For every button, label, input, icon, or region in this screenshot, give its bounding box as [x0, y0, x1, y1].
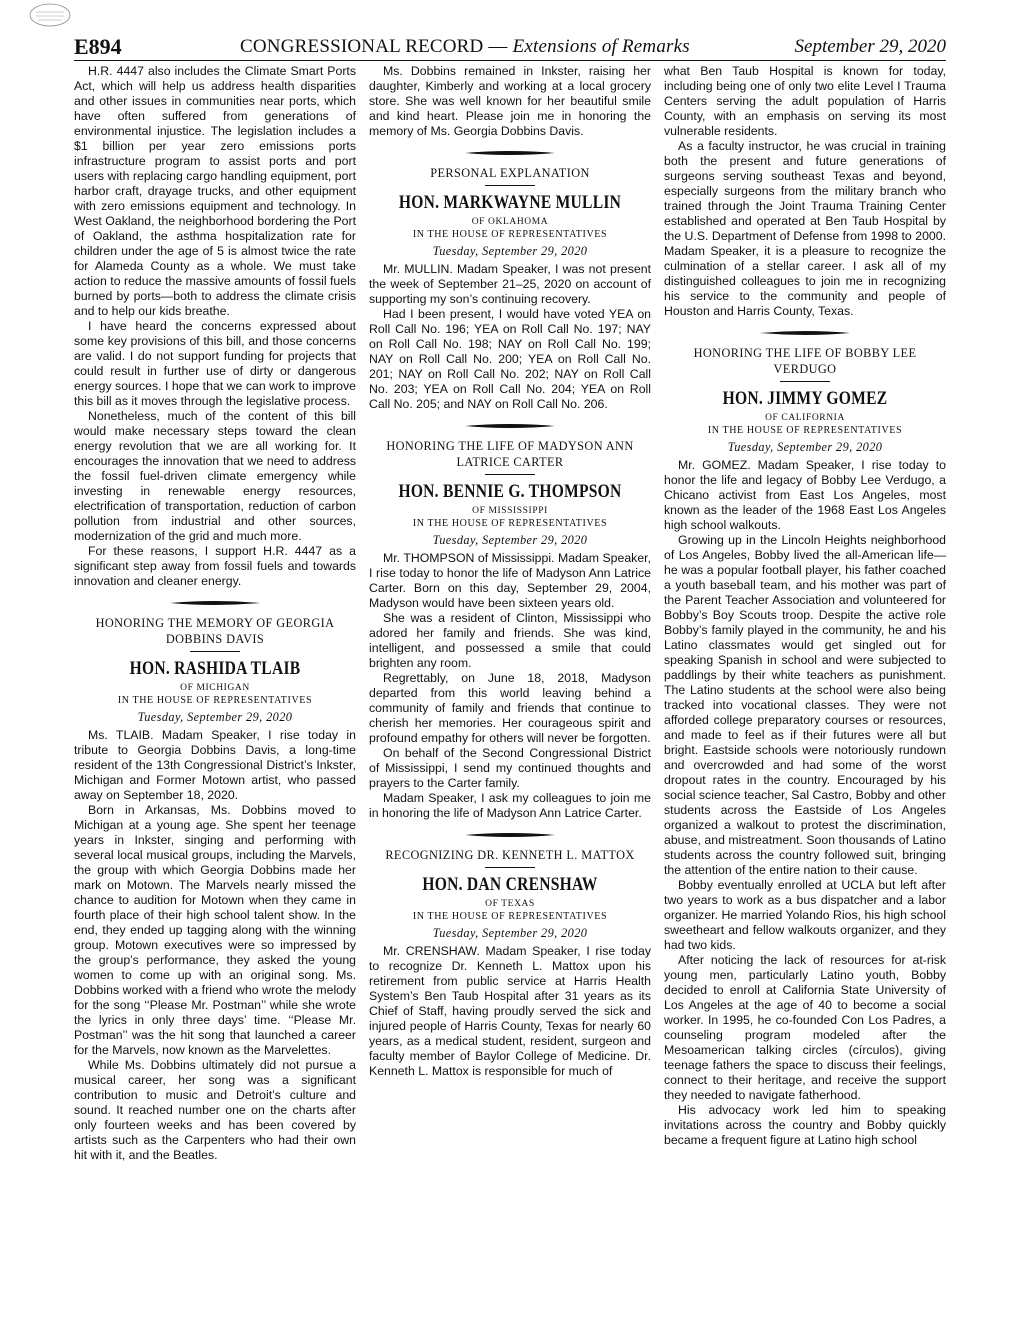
paragraph: what Ben Taub Hospital is known for today, including being one of only two elite Level I Trauma Centers serving the adult population of Harris County, with an emphasis on serving its most vulnerable residents.: [664, 64, 946, 138]
member-state: OF MISSISSIPPI: [472, 506, 548, 516]
member-state: OF TEXAS: [485, 899, 535, 909]
gpo-seal-icon: [26, 2, 74, 28]
section-separator-icon: [760, 329, 850, 337]
member-name: HON. BENNIE G. THOMPSON: [398, 481, 622, 502]
paragraph: While Ms. Dobbins ultimately did not pursue a musical career, her song was a significant contribution to music and Detroit’s culture and sound. It reached number one on the charts after only fourteen weeks and has been covered by artists such as the Carpenters who had their own hit with it, and the Beatles.: [74, 1058, 356, 1162]
short-rule: [190, 651, 240, 652]
chamber: IN THE HOUSE OF REPRESENTATIVES: [117, 695, 313, 706]
paragraph: Bobby eventually enrolled at UCLA but left after two years to work as a bus dispatcher and a labor organizer. He married Yolando Rios, his high school sweetheart and fellow walkouts organizer, and they had two kids.: [664, 878, 946, 952]
section-separator-icon: [465, 422, 555, 430]
short-rule: [780, 381, 830, 382]
member-state: OF MICHIGAN: [180, 683, 250, 693]
member-state: OF CALIFORNIA: [765, 413, 845, 423]
section-title: HONORING THE LIFE OF MADYSON ANN LATRICE CARTER: [386, 439, 634, 469]
paragraph: After noticing the lack of resources for at-risk young men, particularly Latino youth, Bobby decided to enroll at California State University of Los Angeles at the age of 40 to become a social worker. In 1995, he co-founded Con Los Padres, a counseling program modeled after the Mesoamerican talking circles (círculos), giving teenage fathers the space to discuss their feelings, connect to their heritage, and receive the support they needed to navigate fatherhood.: [664, 953, 946, 1102]
paragraph: Mr. GOMEZ. Madam Speaker, I rise today to honor the life and legacy of Bobby Lee Verdugo, a Chicano activist from East Los Angeles, most known as the leader of the 1968 East Los Angeles high school walkouts.: [664, 458, 946, 532]
chamber: IN THE HOUSE OF REPRESENTATIVES: [412, 911, 608, 922]
section-title: HONORING THE LIFE OF BOBBY LEE VERDUGO: [693, 346, 917, 376]
member-name: HON. MARKWAYNE MULLIN: [398, 192, 622, 213]
paragraph: Born in Arkansas, Ms. Dobbins moved to Michigan at a young age. She spent her teenage years in Inkster, singing and performing with several local musical groups, including the Marvels, the group with which Georgia Dobbins made her mark on Motown. The Marvels nearly missed the chance to audition for Motown when they came in fourth place of their high school talent show. In the end, they ended up tagging along with the winning group. Motown executives were so impressed by the group’s performance, they asked the young women to come up with an original song. Ms. Dobbins worked with a friend who wrote the melody for the song ‘‘Please Mr. Postman’’ while she wrote the lyrics in only three days’ time. ‘‘Please Mr. Postman’’ was the hit song that launched a career for the Marvels, now known as the Marvelettes.: [74, 803, 356, 1057]
chamber: IN THE HOUSE OF REPRESENTATIVES: [412, 229, 608, 240]
paragraph: For these reasons, I support H.R. 4447 as a significant step away from fossil fuels and towards innovation and cleaner energy.: [74, 544, 356, 588]
paragraph: Ms. TLAIB. Madam Speaker, I rise today in tribute to Georgia Dobbins Davis, a long-time resident of the 13th Congressional District’s Inkster, Michigan and Former Motown artist, who passed away on September 18, 2020.: [74, 728, 356, 802]
page-number: E894: [74, 34, 122, 59]
running-title: [240, 36, 690, 58]
section-title: RECOGNIZING DR. KENNETH L. MATTOX: [385, 848, 635, 862]
column-3: [664, 64, 946, 1148]
short-rule: [485, 867, 535, 868]
issue-date: September 29, 2020: [794, 36, 946, 57]
remarks-date: Tuesday, September 29, 2020: [432, 533, 588, 547]
chamber: IN THE HOUSE OF REPRESENTATIVES: [707, 425, 903, 436]
paragraph: Mr. THOMPSON of Mississippi. Madam Speaker, I rise today to honor the life of Madyson Ann Latrice Carter. Born on this day, September 29, 2004, Madyson would have been sixteen years old.: [369, 551, 651, 610]
member-name: HON. RASHIDA TLAIB: [129, 658, 301, 679]
paragraph: As a faculty instructor, he was crucial in training both the present and future generations of surgeons serving southeast Texas and beyond, especially surgeons from the military branch who trained through the Joint Trauma Training Center established and operated at Ben Taub Hospital by the U.S. Department of Defense from 1998 to 2000. Madam Speaker, it is a pleasure to recognize the culmination of a stellar career. I ask all of my distinguished colleagues to join me in recognizing his service to the community and people of Houston and Harris County, Texas.: [664, 139, 946, 318]
chamber: IN THE HOUSE OF REPRESENTATIVES: [412, 518, 608, 529]
paragraph: Mr. CRENSHAW. Madam Speaker, I rise today to recognize Dr. Kenneth L. Mattox upon his retirement from public service at Harris Health System’s Ben Taub Hospital after 31 years as its Chief of Staff, having proudly served the sick and injured people of Harris County, Texas for nearly 60 years, as a medical student, resident, surgeon and faculty member of Baylor College of Medicine. Dr. Kenneth L. Mattox is responsible for much of: [369, 944, 651, 1078]
column-1: [74, 64, 356, 1163]
paragraph: Growing up in the Lincoln Heights neighborhood of Los Angeles, Bobby lived the all-American life—he was a popular football player, his father coached a youth baseball team, and his mother was part of the Parent Teacher Association and volunteered for Bobby’s Boy Scouts troop. Despite the active role Bobby’s family played in the community, he and his Latino classmates would get singled out for speaking Spanish in school and were subjected to paddlings by their white teachers as punishment. The Latino students at the school were also being tracked into vocational classes. They were not afforded college preparatory courses or resources, and made to feel as if their futures were all but bright. Eastside schools were notoriously rundown and overcrowded and had some of the worst dropout rates in the country. Encouraged by his social science teacher, Sal Castro, Bobby and other students across the Eastside of Los Angeles organized a walkout to protest the discrimination, abuse, and mistreatment. Soon thousands of Latino students across the country followed suit, bringing the attention of the entire nation to their cause.: [664, 533, 946, 877]
remarks-date: Tuesday, September 29, 2020: [432, 244, 588, 258]
paragraph: She was a resident of Clinton, Mississippi who adored her family and friends. She was kind, intelligent, and possessed a smile that could brighten any room.: [369, 611, 651, 670]
short-rule: [485, 474, 535, 475]
paragraph: Mr. MULLIN. Madam Speaker, I was not present the week of September 21–25, 2020 on account of supporting my son’s continuing recovery.: [369, 262, 651, 306]
section-name: Extensions of Remarks: [512, 36, 690, 57]
paragraph: Had I been present, I would have voted YEA on Roll Call No. 196; YEA on Roll Call No. 197; NAY on Roll Call No. 198; NAY on Roll Call No. 199; NAY on Roll Call No. 200; YEA on Roll Call No. 201; NAY on Roll Call No. 202; NAY on Roll Call No. 203; YEA on Roll Call No. 204; YEA on Roll Call No. 205; and NAY on Roll Call No. 206.: [369, 307, 651, 411]
remarks-date: Tuesday, September 29, 2020: [727, 440, 883, 454]
paragraph: On behalf of the Second Congressional District of Mississippi, I send my continued thoughts and prayers to the Carter family.: [369, 746, 651, 790]
paragraph: His advocacy work led him to speaking invitations across the country and Bobby quickly became a frequent figure at Latino high school: [664, 1103, 946, 1147]
paragraph: Madam Speaker, I ask my colleagues to join me in honoring the life of Madyson Ann Latrice Carter.: [369, 791, 651, 820]
section-separator-icon: [465, 149, 555, 157]
title-dash: —: [483, 36, 513, 57]
short-rule: [485, 185, 535, 186]
remarks-date: Tuesday, September 29, 2020: [137, 710, 293, 724]
remarks-date: Tuesday, September 29, 2020: [432, 926, 588, 940]
paragraph: Regrettably, on June 18, 2018, Madyson departed from this world leaving behind a community of family and friends that continue to cherish her memories. Her courageous spirit and profound empathy for others will never be forgotten.: [369, 671, 651, 745]
header-rule: [74, 60, 946, 61]
member-name: HON. DAN CRENSHAW: [422, 874, 598, 895]
paragraph: I have heard the concerns expressed about some key provisions of this bill, and those concerns are valid. I do not support funding for projects that could result in further use of dirty or dangerous energy sources. I hope that we can work to improve this bill as it moves through the legislative process.: [74, 319, 356, 408]
section-separator-icon: [465, 831, 555, 839]
member-state: OF OKLAHOMA: [471, 217, 549, 227]
paragraph: Nonetheless, much of the content of this bill would make necessary steps toward the clean energy revolution that we are all working for. It encourages the innovation that we need to address the fossil fuel-driven climate emergency while investing in renewable energy resources, electrification of transportation, reduction of carbon pollution from industrial and other sources, modernization of the grid and much more.: [74, 409, 356, 543]
section-title: HONORING THE MEMORY OF GEORGIA DOBBINS DAVIS: [95, 616, 335, 646]
section-separator-icon: [170, 599, 260, 607]
paragraph: H.R. 4447 also includes the Climate Smart Ports Act, which will help us address health disparities and other issues in communities near ports, which have often suffered from generations of environmental injustice. The legislation includes a $1 billion per year zero emissions ports infrastructure program to assist ports and port users with replacing cargo handling equipment, port harbor craft, drayage trucks, and other equipment with zero emissions equipment and technology. In West Oakland, the neighborhood bordering the Port of Oakland, the asthma hospitalization rate for children under the age of 5 is almost twice the rate for Alameda County as a whole. We must take action to reduce the massive amounts of fossil fuels burned by ports—both to address the climate crisis and to help our kids breathe.: [74, 64, 356, 318]
section-title: PERSONAL EXPLANATION: [430, 166, 590, 180]
paragraph: Ms. Dobbins remained in Inkster, raising her daughter, Kimberly and working at a local grocery store. She was well known for her beautiful smile and kind heart. Please join me in honoring the memory of Ms. Georgia Dobbins Davis.: [369, 64, 651, 138]
column-2: [369, 64, 651, 1079]
member-name: HON. JIMMY GOMEZ: [722, 388, 888, 409]
publication-name: CONGRESSIONAL RECORD: [240, 36, 484, 57]
